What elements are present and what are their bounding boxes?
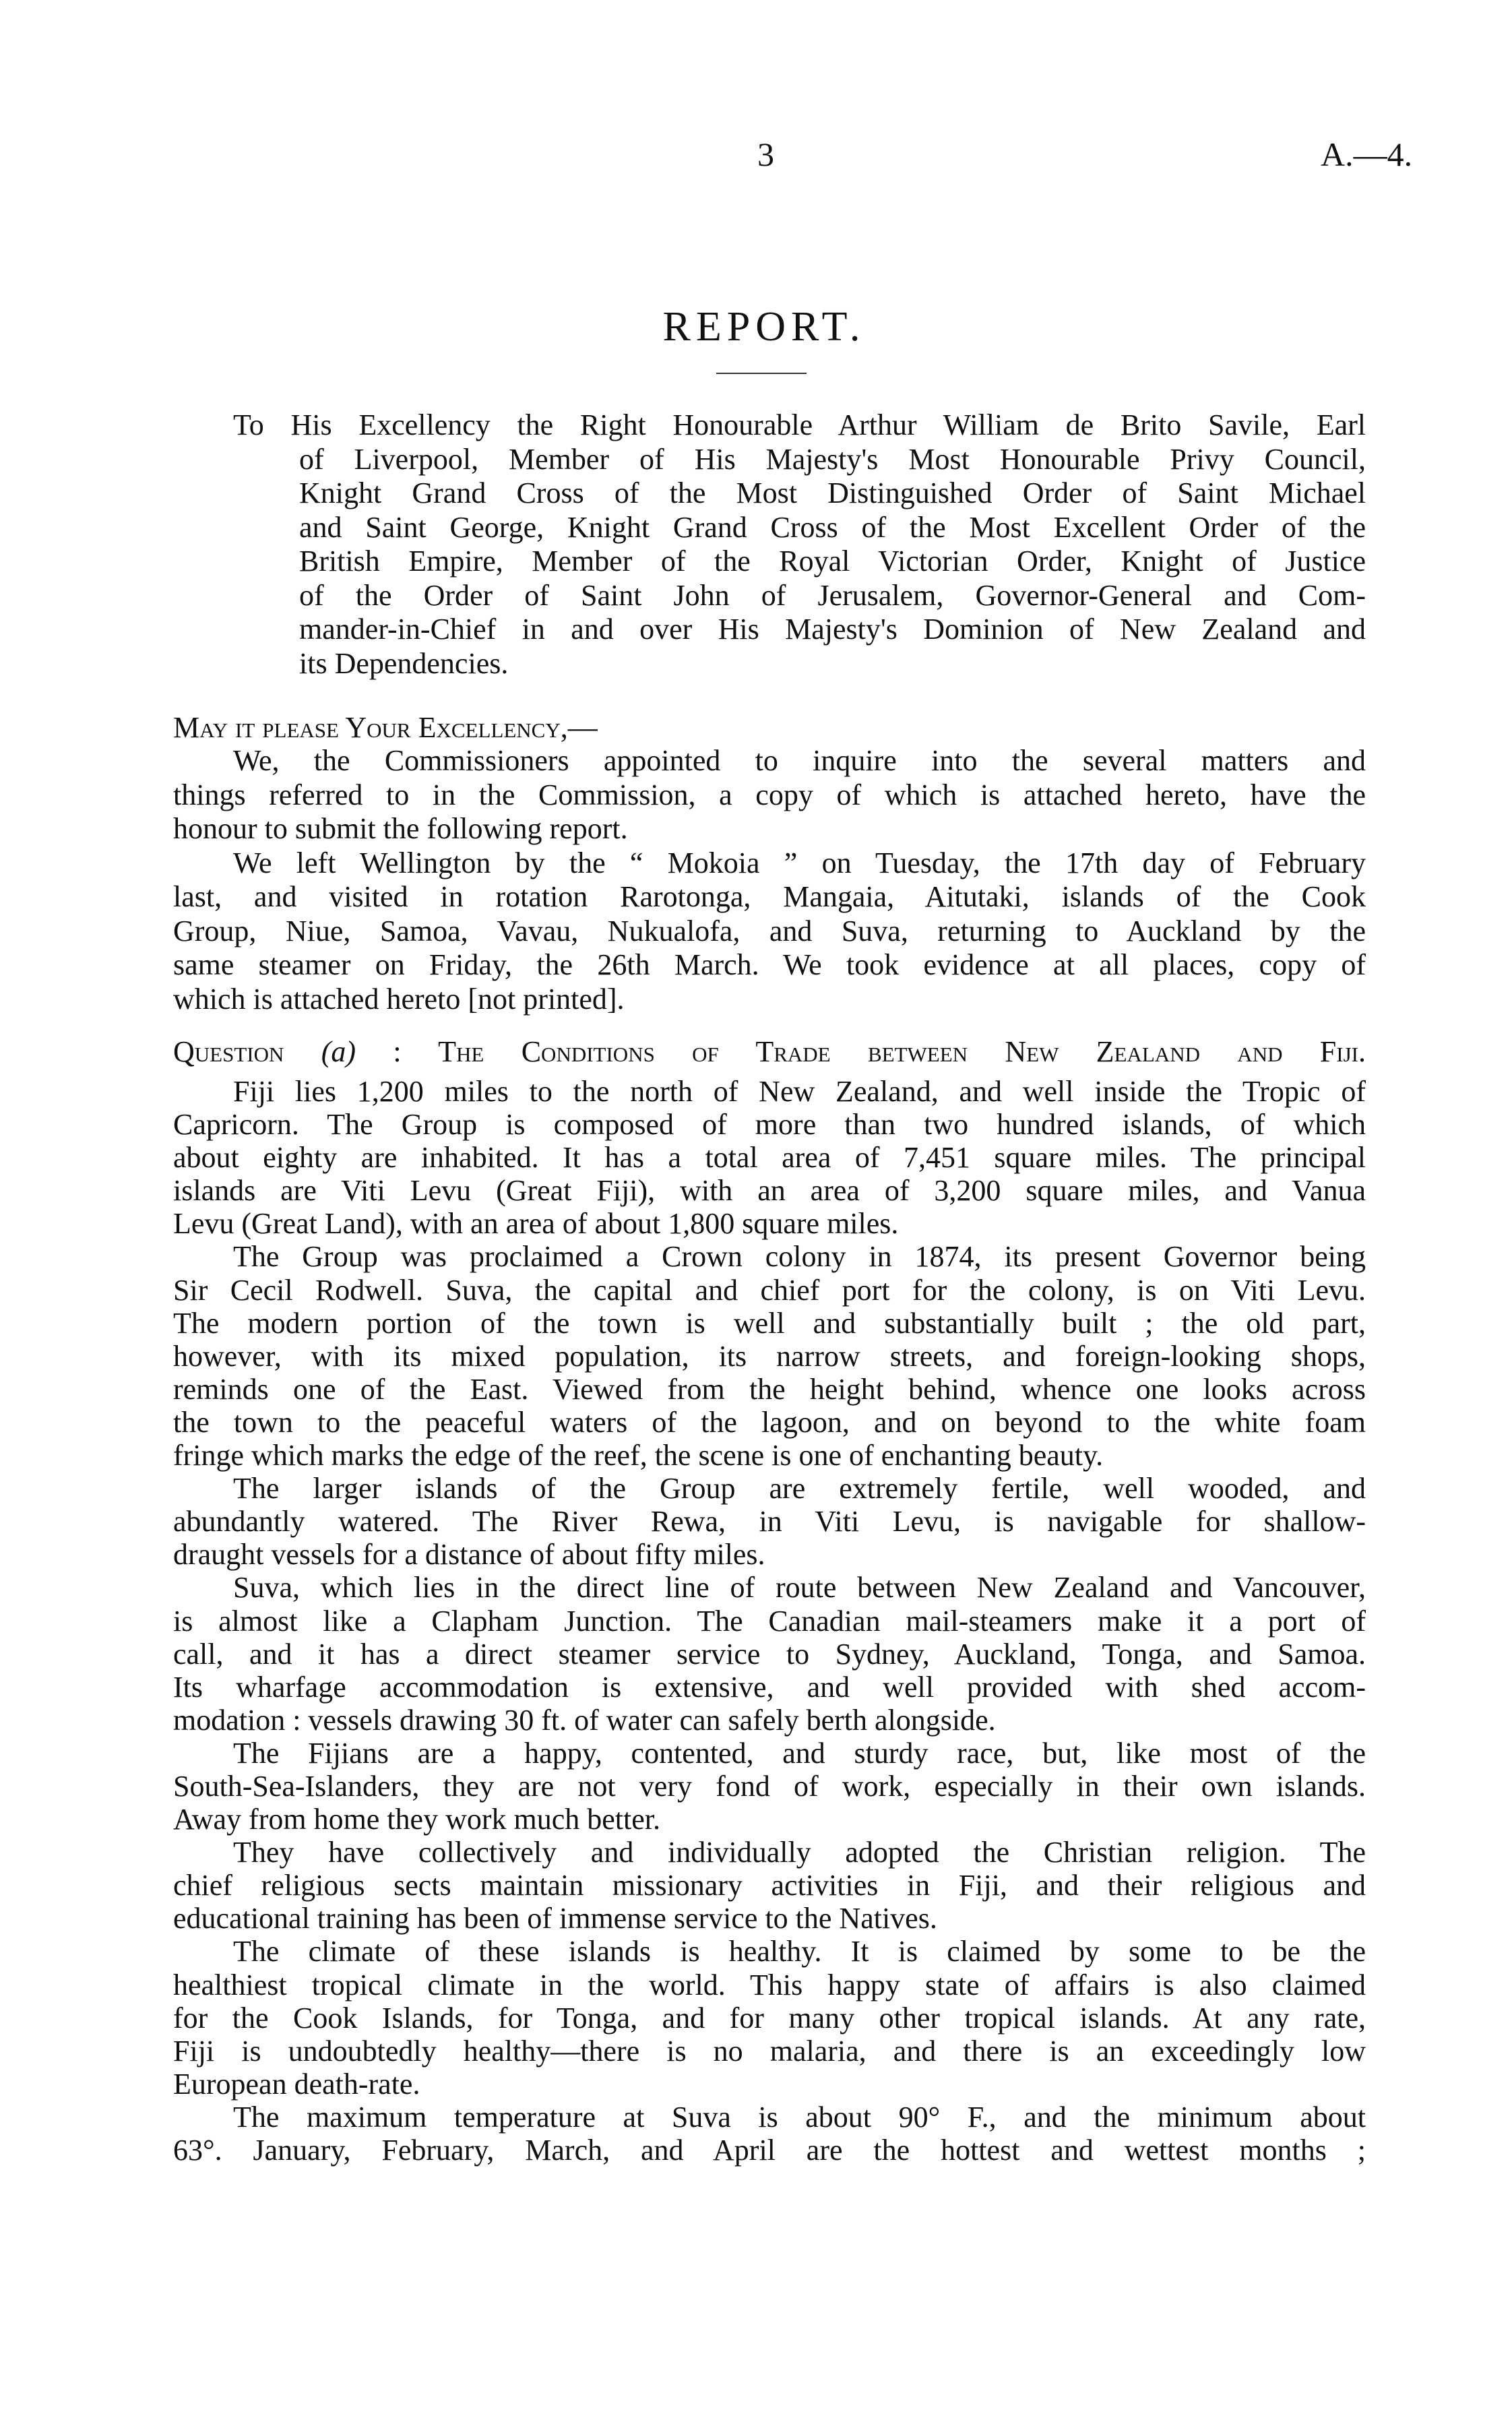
paragraph-line: The modern portion of the town is well and substantially built ; the old part, [173, 1306, 1366, 1340]
paragraph-line: The Fijians are a happy, contented, and sturdy race, but, like most of the [233, 1736, 1366, 1770]
paragraph-line: educational training has been of immense service to the Natives. [173, 1902, 937, 1935]
heading-colon: : [393, 1035, 402, 1068]
paragraph [173, 1571, 1366, 1736]
paragraph-line: fringe which marks the edge of the reef, the scene is one of enchanting beauty. [173, 1439, 1104, 1472]
paragraph-line: modation : vessels drawing 30 ft. of water can safely berth alongside. [173, 1703, 996, 1737]
paragraph-line: however, with its mixed population, its narrow streets, and foreign-looking shops, [173, 1339, 1366, 1373]
paragraph-line: South-Sea-Islanders, they are not very fond of work, especially in their own islands. [173, 1769, 1366, 1803]
paragraph-line: Sir Cecil Rodwell. Suva, the capital and chief port for the colony, is on Viti Levu. [173, 1273, 1366, 1307]
address-line: of Liverpool, Member of His Majesty's Most Honourable Privy Council, [299, 442, 1366, 476]
address-line: To His Excellency the Right Honourable Arthur William de Brito Savile, Earl [233, 408, 1366, 441]
paragraph-line: last, and visited in rotation Rarotonga, Mangaia, Aitutaki, islands of the Cook [173, 880, 1366, 913]
paragraph-line: Suva, which lies in the direct line of route between New Zealand and Vancouver, [233, 1571, 1366, 1605]
address-line: Knight Grand Cross of the Most Distinguished Order of Saint Michael [299, 476, 1366, 509]
paragraph-line: things referred to in the Commission, a copy of which is attached hereto, have the [173, 778, 1366, 811]
paragraph-line: draught vessels for a distance of about fifty miles. [173, 1538, 765, 1572]
section-heading-line [173, 1035, 1366, 1069]
paragraph-line: The Group was proclaimed a Crown colony in 1874, its present Governor being [233, 1240, 1366, 1274]
intro-section [173, 744, 1366, 1016]
paragraph-line: Levu (Great Land), with an area of about 1,800 square miles. [173, 1207, 899, 1241]
document-reference: A.—4. [1321, 135, 1413, 173]
paragraph-line: islands are Viti Levu (Great Fiji), with an area of 3,200 square miles, and Vanua [173, 1174, 1366, 1208]
paragraph-line: about eighty are inhabited. It has a total area of 7,451 square miles. The principal [173, 1141, 1366, 1175]
paragraph-line: The climate of these islands is healthy. It is claimed by some to be the [233, 1935, 1366, 1968]
paragraph-line: honour to submit the following report. [173, 812, 628, 845]
paragraph-line: The maximum temperature at Suva is about 90° F., and the minimum about [233, 2100, 1366, 2134]
paragraph-line: Fiji lies 1,200 miles to the north of New Zealand, and well inside the Tropic of [233, 1075, 1366, 1108]
address-paragraph [173, 408, 1366, 681]
paragraph-line: which is attached hereto [not printed]. [173, 982, 625, 1016]
heading-prefix: Question [173, 1035, 284, 1068]
paragraph [173, 744, 1366, 846]
paragraph [173, 1472, 1366, 1571]
address-line: of the Order of Saint John of Jerusalem, Governor-General and Com- [299, 578, 1366, 612]
paragraph-line: the town to the peaceful waters of the lagoon, and on beyond to the white foam [173, 1405, 1366, 1439]
paragraph-line: is almost like a Clapham Junction. The Canadian mail-steamers make it a port of [173, 1604, 1366, 1638]
paragraph-line: The larger islands of the Group are extremely fertile, well wooded, and [233, 1472, 1366, 1506]
paragraph-line: reminds one of the East. Viewed from the height behind, whence one looks across [173, 1372, 1366, 1406]
paragraph-line: healthiest tropical climate in the world. This happy state of affairs is also claimed [173, 1968, 1366, 2002]
salutation-text: May it please Your Excellency,— [173, 711, 598, 744]
paragraph-line: same steamer on Friday, the 26th March. We took evidence at all places, copy of [173, 948, 1366, 981]
paragraph-line: Capricorn. The Group is composed of more than two hundred islands, of which [173, 1108, 1366, 1142]
paragraph [173, 846, 1366, 1017]
paragraph-line: We, the Commissioners appointed to inquire into the several matters and [233, 744, 1366, 777]
paragraph [173, 1075, 1366, 1240]
address-line: mander-in-Chief in and over His Majesty's Dominion of New Zealand and [299, 613, 1366, 646]
paragraph [173, 1737, 1366, 1836]
report-title: REPORT. [662, 304, 866, 350]
heading-text: The Conditions of Trade between New Zealand and Fiji. [438, 1035, 1366, 1068]
paragraph-line: We left Wellington by the “ Mokoia ” on Tuesday, the 17th day of February [233, 846, 1366, 879]
paragraph [173, 1935, 1366, 2100]
address-line: and Saint George, Knight Grand Cross of the Most Excellent Order of the [299, 510, 1366, 544]
section-heading [173, 1035, 1366, 1069]
salutation [173, 711, 1366, 745]
paragraph-line: for the Cook Islands, for Tonga, and for many other tropical islands. At any rate, [173, 2001, 1366, 2035]
paragraph-line: call, and it has a direct steamer service to Sydney, Auckland, Tonga, and Samoa. [173, 1637, 1366, 1671]
paragraph-line: They have collectively and individually adopted the Christian religion. The [233, 1836, 1366, 1869]
paragraph-line: chief religious sects maintain missionary activities in Fiji, and their religious and [173, 1869, 1366, 1902]
paragraph-line: European death-rate. [173, 2067, 420, 2101]
address-line: its Dependencies. [299, 646, 509, 680]
title-divider [716, 373, 807, 374]
paragraph-line: Its wharfage accommodation is extensive, and well provided with shed accom- [173, 1670, 1366, 1704]
page-number: 3 [757, 135, 774, 173]
paragraph [173, 2101, 1366, 2167]
paragraph-line: Fiji is undoubtedly healthy—there is no malaria, and there is an exceedingly low [173, 2034, 1366, 2068]
heading-question-letter: (a) [321, 1035, 356, 1068]
body-section [173, 1075, 1366, 2167]
paragraph-line: abundantly watered. The River Rewa, in Viti Levu, is navigable for shallow- [173, 1505, 1366, 1539]
paragraph-line: Group, Niue, Samoa, Vavau, Nukualofa, and Suva, returning to Auckland by the [173, 914, 1366, 948]
paragraph [173, 1836, 1366, 1935]
paragraph [173, 1240, 1366, 1472]
paragraph-line: 63°. January, February, March, and April are the hottest and wettest months ; [173, 2134, 1366, 2167]
paragraph-line: Away from home they work much better. [173, 1803, 660, 1836]
address-line: British Empire, Member of the Royal Victorian Order, Knight of Justice [299, 545, 1366, 578]
